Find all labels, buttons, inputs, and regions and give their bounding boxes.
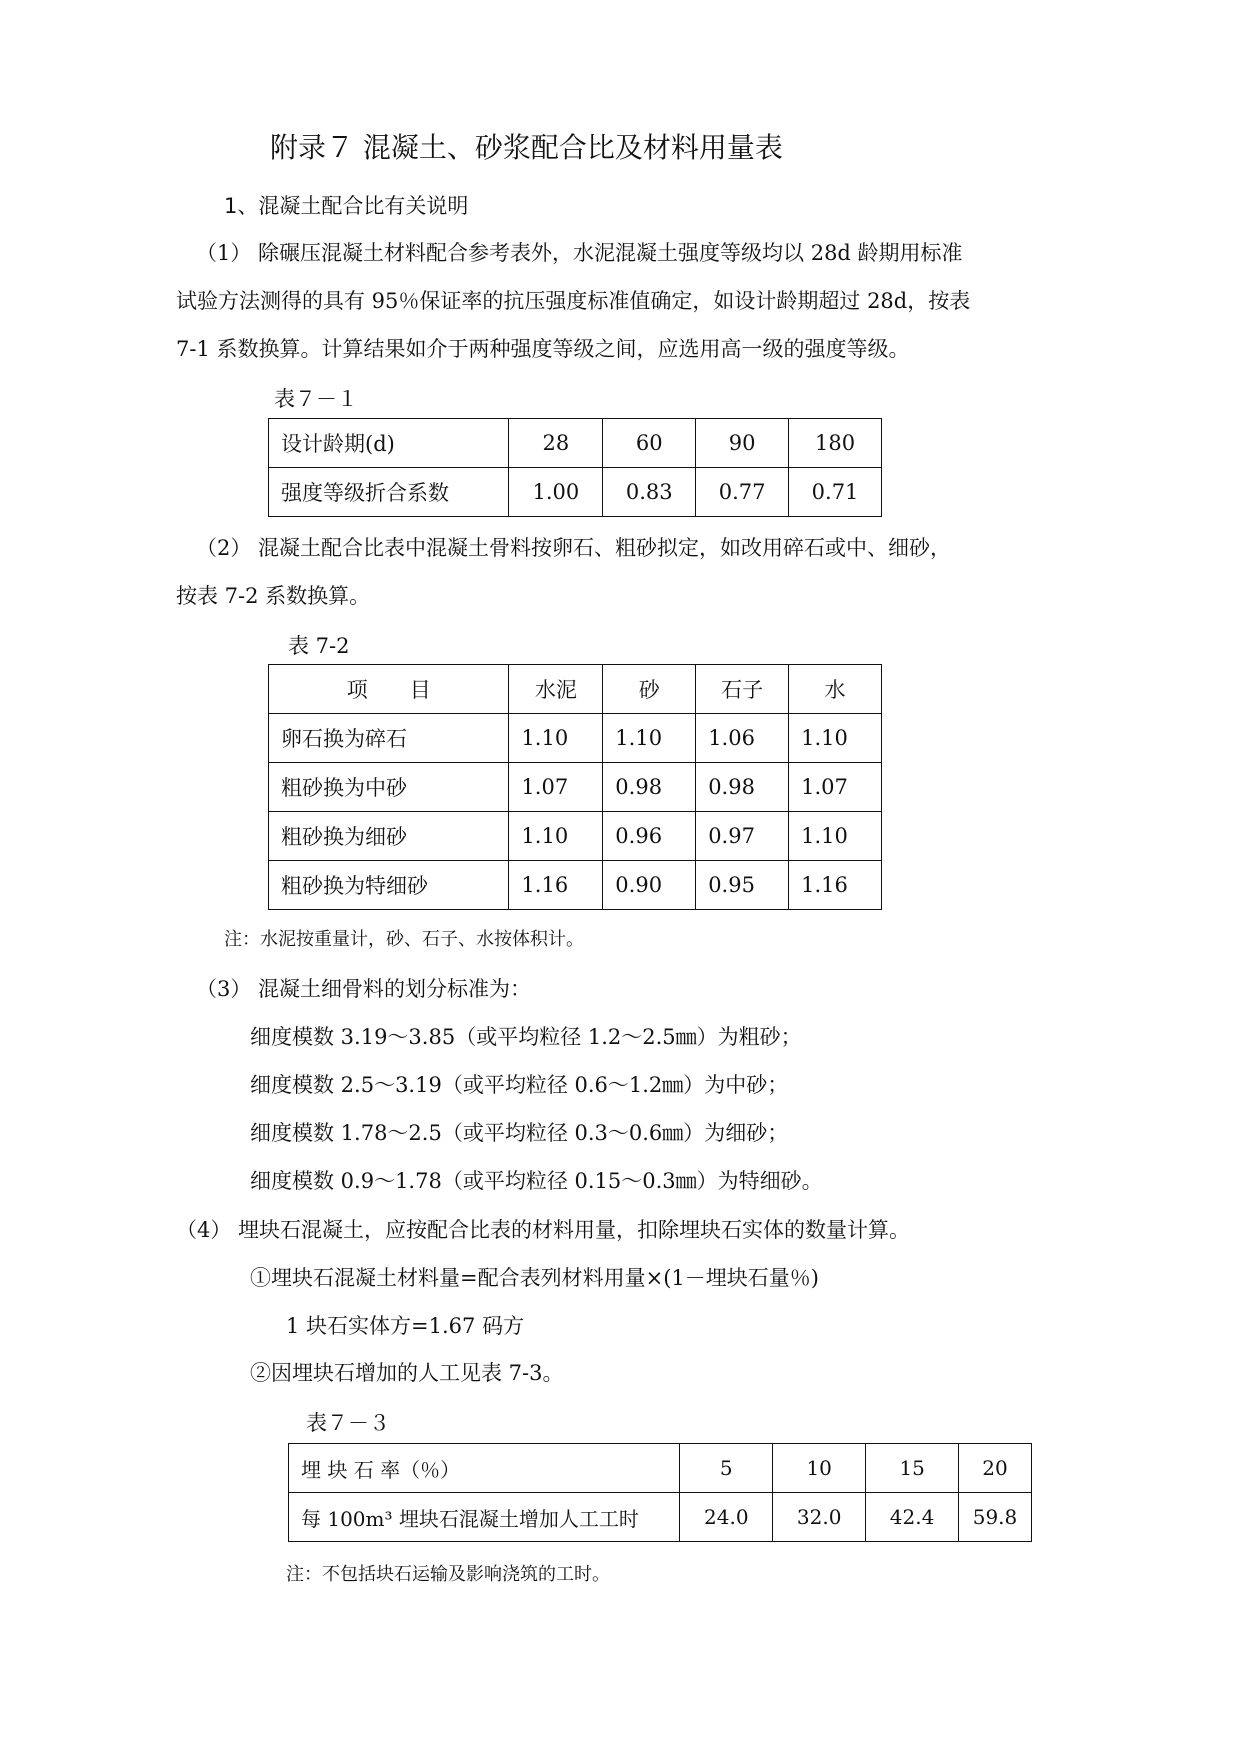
table-cell: 0.90 [603, 861, 696, 910]
table-cell: 1.10 [789, 714, 882, 763]
table-cell: 1.07 [509, 763, 603, 812]
page-title: 附录７ 混凝土、砂浆配合比及材料用量表 [270, 131, 783, 164]
table-row [289, 1444, 1032, 1493]
list-item: 细度模数 3.19～3.85（或平均粒径 1.2～2.5㎜）为粗砂； [250, 1025, 802, 1049]
section-heading: 1、混凝土配合比有关说明 [224, 194, 469, 218]
table-cell: 32.0 [773, 1493, 866, 1542]
table-cell: 20 [959, 1444, 1032, 1493]
table-row [269, 419, 882, 468]
list-item: 1 块石实体方=1.67 码方 [286, 1314, 525, 1338]
list-item: 细度模数 0.9～1.78（或平均粒径 0.15～0.3㎜）为特细砂。 [250, 1169, 823, 1193]
table-cell: 59.8 [959, 1493, 1032, 1542]
table-cell: 粗砂换为细砂 [269, 812, 509, 861]
table-cell: 0.77 [696, 468, 789, 517]
table-7-1 [268, 418, 882, 517]
table-cell: 90 [696, 419, 789, 468]
table-header-row [269, 665, 882, 714]
table-header-cell: 项 目 [269, 665, 509, 714]
table-row [269, 812, 882, 861]
table-caption: 表７－１ [274, 387, 358, 411]
table-cell: 60 [603, 419, 696, 468]
table-cell: 0.95 [696, 861, 789, 910]
table-cell: 1.16 [509, 861, 603, 910]
table-cell: 28 [509, 419, 603, 468]
table-7-2 [268, 664, 882, 910]
table-note: 注：不包括块石运输及影响浇筑的工时。 [286, 1564, 610, 1585]
paragraph-line: （2） 混凝土配合比表中混凝土骨料按卵石、粗砂拟定，如改用碎石或中、细砂， [196, 536, 952, 560]
table-header-cell: 水 [789, 665, 882, 714]
list-item: 细度模数 2.5～3.19（或平均粒径 0.6～1.2㎜）为中砂； [250, 1073, 789, 1097]
paragraph-line: 7-1 系数换算。计算结果如介于两种强度等级之间，应选用高一级的强度等级。 [176, 337, 910, 361]
table-header-cell: 水泥 [509, 665, 603, 714]
table-cell: 卵石换为碎石 [269, 714, 509, 763]
table-7-3 [288, 1443, 1032, 1542]
table-cell: 1.10 [603, 714, 696, 763]
table-cell: 1.07 [789, 763, 882, 812]
table-cell: 15 [866, 1444, 959, 1493]
table-cell: 强度等级折合系数 [269, 468, 509, 517]
table-cell: 1.10 [509, 714, 603, 763]
table-cell: 埋 块 石 率（％） [289, 1444, 680, 1493]
table-note: 注：水泥按重量计，砂、石子、水按体积计。 [224, 929, 584, 950]
table-row [289, 1493, 1032, 1542]
table-cell: 设计龄期(d) [269, 419, 509, 468]
table-cell: 0.97 [696, 812, 789, 861]
table-cell: 0.96 [603, 812, 696, 861]
table-cell: 42.4 [866, 1493, 959, 1542]
table-cell: 0.98 [603, 763, 696, 812]
table-cell: 1.00 [509, 468, 603, 517]
list-item: 细度模数 1.78～2.5（或平均粒径 0.3～0.6㎜）为细砂； [250, 1121, 789, 1145]
list-item: ①埋块石混凝土材料量=配合表列材料用量×(1－埋块石量％) [250, 1266, 819, 1290]
table-cell: 180 [789, 419, 882, 468]
table-caption: 表７－３ [306, 1411, 390, 1435]
list-item: ②因埋块石增加的人工见表 7-3。 [250, 1361, 564, 1385]
paragraph-line: 按表 7-2 系数换算。 [176, 584, 371, 608]
paragraph-heading: （4） 埋块石混凝土，应按配合比表的材料用量，扣除埋块石实体的数量计算。 [176, 1218, 911, 1242]
table-row [269, 763, 882, 812]
table-cell: 0.83 [603, 468, 696, 517]
table-cell: 粗砂换为特细砂 [269, 861, 509, 910]
table-cell: 1.10 [509, 812, 603, 861]
table-header-cell: 砂 [603, 665, 696, 714]
table-cell: 24.0 [680, 1493, 773, 1542]
table-cell: 5 [680, 1444, 773, 1493]
table-row [269, 468, 882, 517]
paragraph-line: 试验方法测得的具有 95％保证率的抗压强度标准值确定，如设计龄期超过 28d，按表 [176, 289, 971, 313]
table-cell: 0.98 [696, 763, 789, 812]
table-cell: 0.71 [789, 468, 882, 517]
table-cell: 粗砂换为中砂 [269, 763, 509, 812]
table-cell: 每 100m³ 埋块石混凝土增加人工工时 [289, 1493, 680, 1542]
table-header-cell: 石子 [696, 665, 789, 714]
paragraph-line: （1） 除碾压混凝土材料配合参考表外，水泥混凝土强度等级均以 28d 龄期用标准 [196, 241, 963, 265]
table-cell: 1.06 [696, 714, 789, 763]
table-cell: 10 [773, 1444, 866, 1493]
table-cell: 1.16 [789, 861, 882, 910]
table-row [269, 861, 882, 910]
paragraph-heading: （3） 混凝土细骨料的划分标准为： [196, 977, 532, 1001]
table-row [269, 714, 882, 763]
table-caption: 表 7-2 [288, 634, 350, 658]
table-cell: 1.10 [789, 812, 882, 861]
